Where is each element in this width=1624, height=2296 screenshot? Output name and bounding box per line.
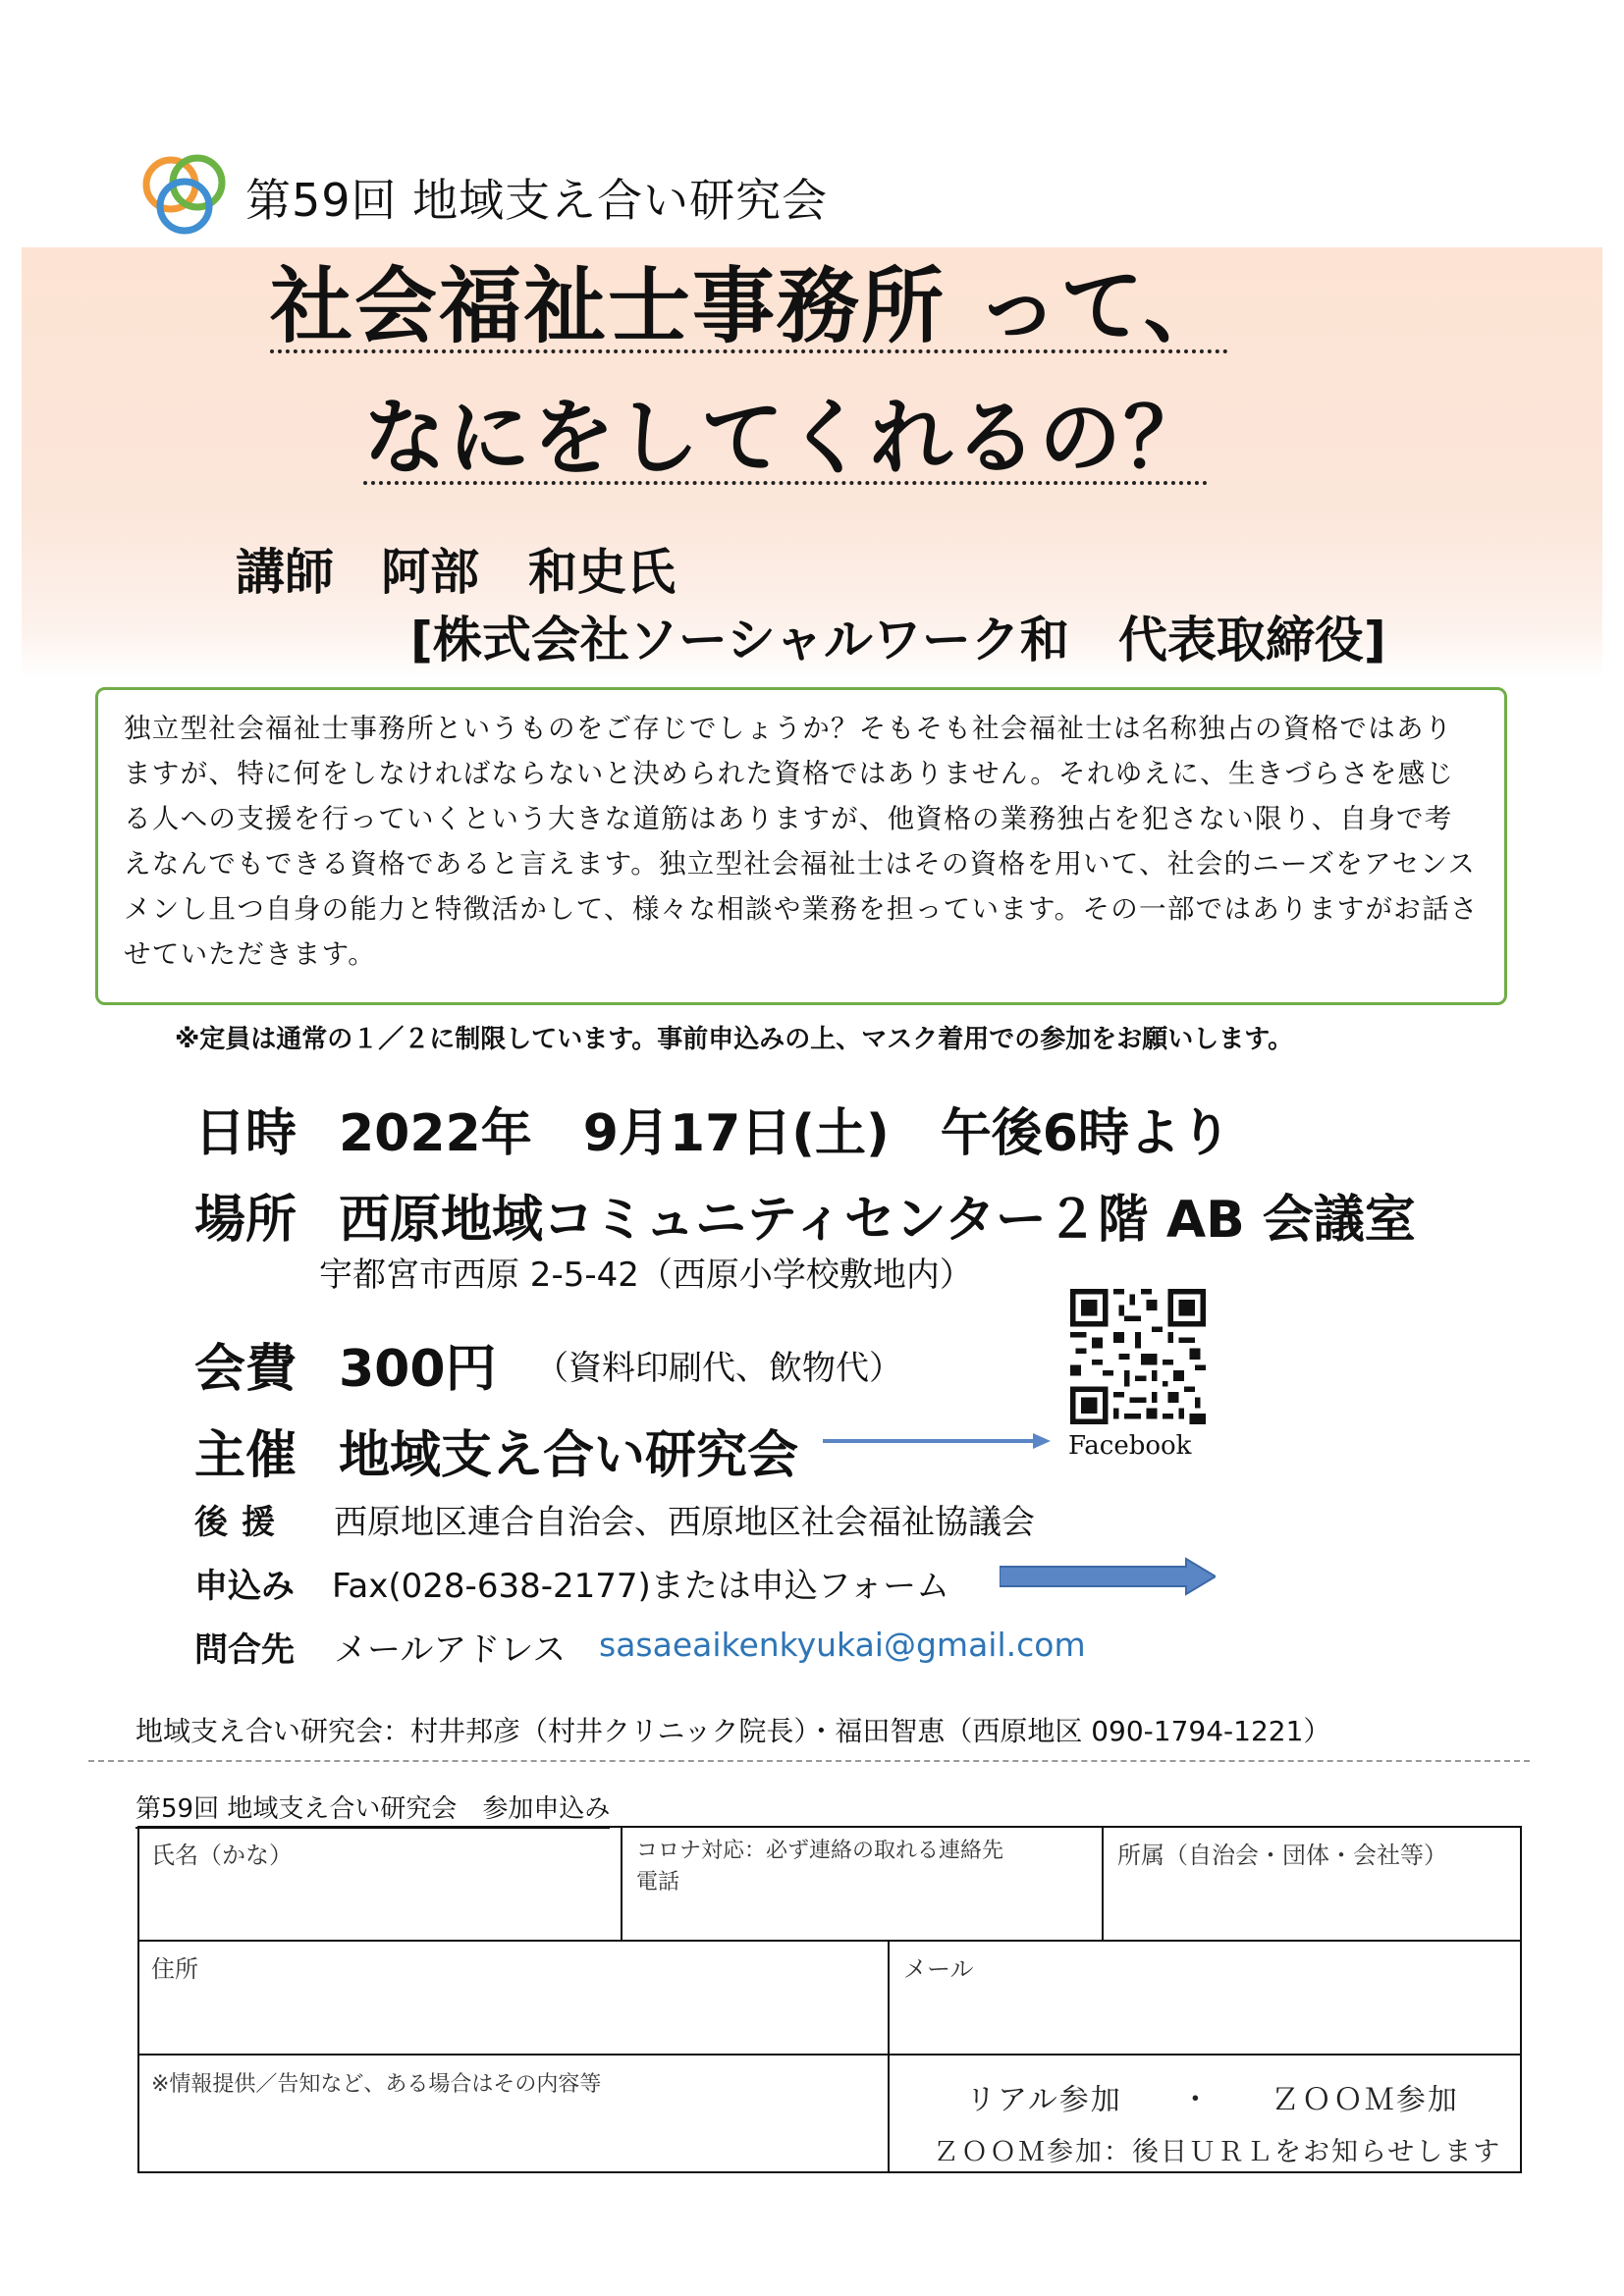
organizers-line: 地域支え合い研究会：村井邦彦（村井クリニック院長）・福田智恵（西原地区 090-1794-1221） bbox=[135, 1715, 1331, 1747]
capacity-note: ※定員は通常の１／２に制限しています。事前申込みの上、マスク着用での参加をお願いします。 bbox=[175, 1025, 1294, 1054]
form-name-field[interactable]: 氏名（かな） bbox=[151, 1842, 293, 1869]
phone-label: 電話 bbox=[636, 1870, 680, 1895]
form-divider bbox=[888, 1942, 890, 2173]
contact-email-link[interactable]: sasaeaikenkyukai@gmail.com bbox=[599, 1626, 1086, 1664]
facebook-label: Facebook bbox=[1068, 1431, 1192, 1461]
zoom-note: ＺＯＯＭ参加：後日ＵＲＬをお知らせします bbox=[933, 2137, 1502, 2167]
host-label: 主催 bbox=[194, 1426, 298, 1485]
contact-label: 問合先 bbox=[194, 1630, 295, 1670]
form-info-field[interactable]: ※情報提供／告知など、ある場合はその内容等 bbox=[151, 2072, 602, 2097]
fee-value: 300円 bbox=[339, 1340, 497, 1399]
application-form-table bbox=[137, 1826, 1522, 2173]
corona-label: コロナ対応：必ず連絡の取れる連絡先 bbox=[636, 1839, 1004, 1863]
form-address-field[interactable]: 住所 bbox=[151, 1955, 198, 1983]
form-divider bbox=[1102, 1828, 1104, 1942]
apply-value: Fax(028-638-2177)または申込フォーム bbox=[332, 1567, 950, 1606]
date-value: 2022年 9月17日(土) 午後6時より bbox=[339, 1104, 1231, 1163]
qr-code-icon[interactable] bbox=[1070, 1289, 1206, 1424]
lecturer-role: 講師 bbox=[236, 544, 334, 601]
form-phone-field[interactable] bbox=[636, 1836, 1003, 1898]
support-value: 西原地区連合自治会、西原地区社会福祉協議会 bbox=[334, 1503, 1035, 1542]
description-text: 独立型社会福祉士事務所というものをご存じでしょうか？そもそも社会福祉士は名称独占の資格ではありますが、特に何をしなければならないと決められた資格ではありません。それゆえに、生きづらさを感じる人への支援を行っていくという大きな道筋はありますが、他資格の業務独占を犯さない限り、自身で考えなんでもできる資格であると言えます。独立型社会福祉士はその資格を用いて、社会的ニーズをアセンスメンし且つ自身の能力と特徴活かして、様々な相談や業務を担っています。その一部ではありますがお話させていただきます。 bbox=[124, 713, 1479, 970]
cut-line-divider bbox=[88, 1760, 1530, 1762]
series-title: 第59回 地域支え合い研究会 bbox=[245, 174, 829, 227]
description-box bbox=[95, 687, 1507, 1005]
main-title-line1: 社会福祉士事務所 って、 bbox=[270, 258, 1228, 354]
arrow-right-block-icon bbox=[1000, 1557, 1216, 1596]
attendance-options bbox=[966, 2075, 1459, 2118]
form-affiliation-field[interactable]: 所属（自治会・団体・会社等） bbox=[1117, 1842, 1447, 1869]
attend-zoom-option[interactable]: ＺＯＯＭ参加 bbox=[1270, 2083, 1459, 2117]
three-rings-logo-icon bbox=[135, 145, 234, 243]
form-mail-field[interactable]: メール bbox=[903, 1955, 974, 1983]
venue-address: 宇都宮市西原 2-5-42（西原小学校敷地内） bbox=[319, 1255, 973, 1295]
form-divider bbox=[621, 1828, 623, 1942]
contact-method: メールアドレス bbox=[334, 1630, 567, 1670]
form-title: 第59回 地域支え合い研究会 参加申込み bbox=[135, 1789, 610, 1829]
apply-label: 申込み bbox=[194, 1567, 295, 1606]
lecturer-line bbox=[236, 533, 676, 604]
lecturer-affiliation: [株式会社ソーシャルワーク和 代表取締役] bbox=[410, 612, 1386, 668]
support-label: 後援 bbox=[194, 1503, 289, 1542]
form-row-2 bbox=[139, 1942, 1520, 2056]
main-title-line2: なにをしてくれるの？ bbox=[363, 390, 1209, 486]
place-value: 西原地域コミュニティセンター２階 AB 会議室 bbox=[339, 1191, 1416, 1250]
date-label: 日時 bbox=[194, 1104, 298, 1163]
lecturer-name: 阿部 和史氏 bbox=[381, 544, 676, 601]
fee-label: 会費 bbox=[194, 1340, 298, 1399]
attend-real-option[interactable]: リアル参加 bbox=[966, 2083, 1122, 2117]
fee-note: （資料印刷代、飲物代） bbox=[535, 1349, 902, 1388]
place-label: 場所 bbox=[194, 1191, 298, 1250]
arrow-right-thin-icon bbox=[823, 1429, 1051, 1453]
host-value: 地域支え合い研究会 bbox=[339, 1426, 799, 1485]
attend-separator: ・ bbox=[1180, 2083, 1213, 2117]
